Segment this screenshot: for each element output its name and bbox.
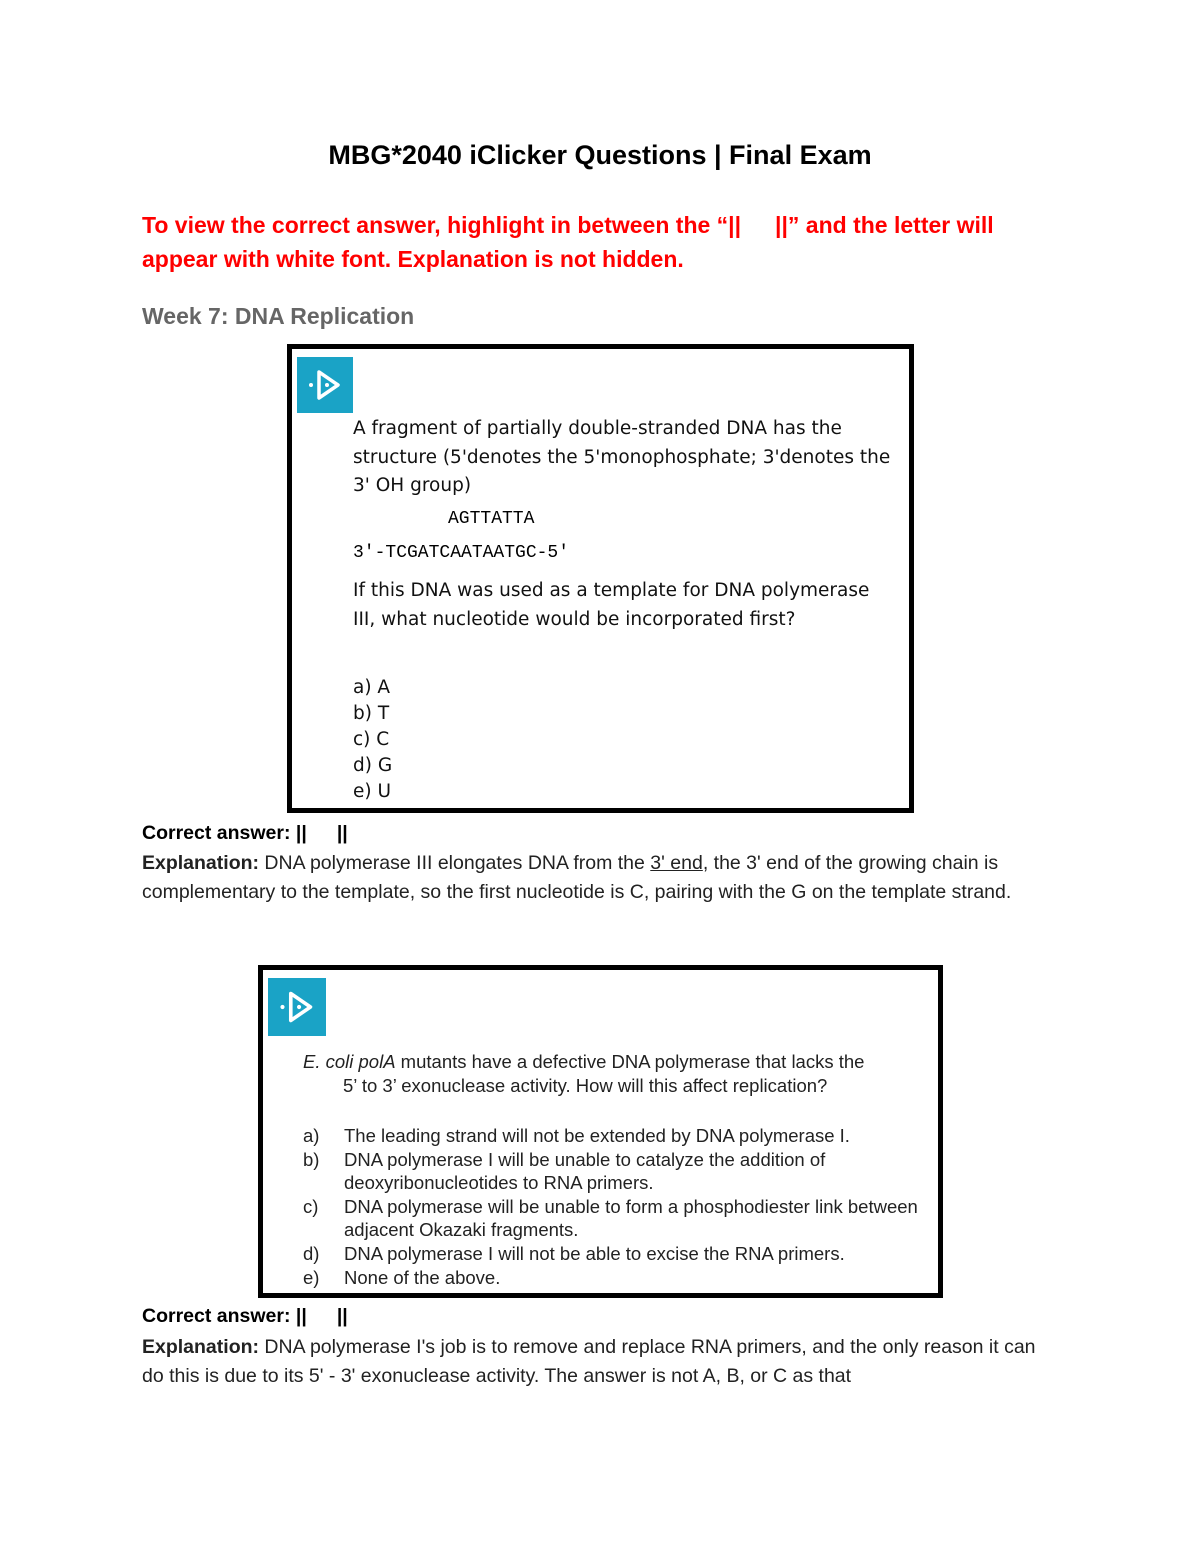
option-a: a) A xyxy=(353,677,391,698)
option-d: d) DNA polymerase I will not be able to excise the RNA primers. xyxy=(303,1242,845,1264)
answer-instructions xyxy=(142,208,1042,276)
option-a: a) The leading strand will not be extended by DNA polymerase I. xyxy=(303,1125,850,1146)
question-2-options xyxy=(303,1124,923,1289)
sequence-bottom-strand: 3'-TCGATCAATAATGC-5' xyxy=(353,543,570,563)
option-d: d) G xyxy=(353,755,393,776)
option-c: c) DNA polymerase will be unable to form a phosphodiester link between adjacent Okazaki fragments. xyxy=(303,1195,918,1241)
explanation-label: Explanation: xyxy=(142,1336,260,1358)
iclicker-play-icon xyxy=(268,978,326,1036)
question-2-slide xyxy=(258,965,943,1298)
section-heading: Week 7: DNA Replication xyxy=(142,303,415,329)
question-1-answer[interactable] xyxy=(142,822,348,845)
explanation-link[interactable]: 3' end xyxy=(650,852,703,874)
instructions-part-2: ||” and the letter will appear with white font. Explanation is not hidden. xyxy=(142,212,994,272)
question-2-text xyxy=(303,1050,923,1098)
answer-end: || xyxy=(336,1305,348,1327)
question-1-slide xyxy=(287,344,914,813)
option-b: b) T xyxy=(353,703,390,724)
option-e: e) None of the above. xyxy=(303,1266,501,1288)
sequence-top-strand: AGTTATTA xyxy=(448,509,535,529)
answer-end: || xyxy=(336,822,348,844)
option-c: c) C xyxy=(353,729,390,750)
question-2-line-1: mutants have a defective DNA polymerase that lacks the xyxy=(395,1051,865,1072)
question-1-explanation xyxy=(142,849,1042,907)
question-2-answer[interactable] xyxy=(142,1305,348,1328)
instructions-part-1: To view the correct answer, highlight in between the “|| xyxy=(142,212,742,238)
explanation-text-post: , the 3' end of the growing chain is complementary to the template, so the first nucleotide is C, pairing with the G on the template strand. xyxy=(142,852,1012,903)
iclicker-play-icon xyxy=(297,357,353,413)
answer-label: Correct answer: || xyxy=(142,822,307,844)
explanation-label: Explanation: xyxy=(142,852,260,874)
question-2-italic: E. coli polA xyxy=(303,1051,396,1072)
question-2-explanation xyxy=(142,1333,1042,1391)
question-1-text: A fragment of partially double-stranded DNA has the structure (5'denotes the 5'monophosphate; 3'denotes the 3' OH group) xyxy=(353,418,891,496)
answer-label: Correct answer: || xyxy=(142,1305,307,1327)
page-title: MBG*2040 iClicker Questions | Final Exam xyxy=(328,140,872,170)
question-1-options xyxy=(353,675,392,805)
option-e: e) U xyxy=(353,781,392,802)
question-2-line-2: 5’ to 3’ exonuclease activity. How will this affect replication? xyxy=(343,1075,828,1096)
explanation-text: DNA polymerase I's job is to remove and replace RNA primers, and the only reason it can do this is due to its 5' - 3' exonuclease activity. The answer is not A, B, or C as that xyxy=(142,1336,1036,1387)
explanation-text-pre: DNA polymerase III elongates DNA from the xyxy=(259,852,651,874)
question-1-prompt: If this DNA was used as a template for DNA polymerase III, what nucleotide would be incorporated first? xyxy=(353,580,870,630)
option-b: b) DNA polymerase I will be unable to catalyze the addition of deoxyribonucleotides to RNA primers. xyxy=(303,1148,826,1194)
